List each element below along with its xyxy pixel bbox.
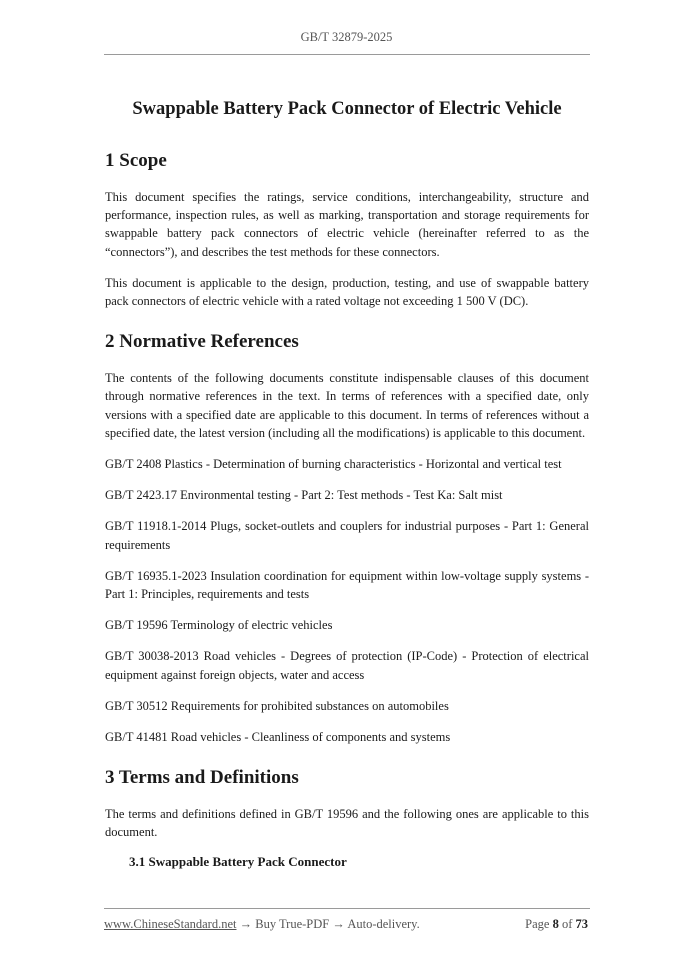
page-number: 8 xyxy=(552,917,559,931)
standard-code: GB/T 32879-2025 xyxy=(300,30,393,44)
section-heading-scope: 1 Scope xyxy=(105,150,167,171)
scope-paragraph: This document is applicable to the design, production, testing, and use of swappable battery pack connectors of electric vehicle with a rated voltage not exceeding 1 500 V (DC). xyxy=(105,275,589,309)
section-heading-normative-references: 2 Normative References xyxy=(105,331,299,353)
document-body xyxy=(105,96,589,872)
page-footer xyxy=(104,917,588,932)
document-title: Swappable Battery Pack Connector of Electric Vehicle xyxy=(132,99,562,119)
buy-true-pdf-text: Buy True-PDF xyxy=(255,917,330,931)
footer-promo xyxy=(104,917,420,932)
page-indicator xyxy=(525,917,588,932)
auto-delivery-text: Auto-delivery. xyxy=(347,917,420,931)
reference-item: GB/T 16935.1-2023 Insulation coordination for equipment within low-voltage supply systems - Part 1: Principles, requirements and tests xyxy=(105,568,589,602)
scope-paragraph: This document specifies the ratings, service conditions, interchangeability, structure and performance, inspection rules, as well as marking, transportation and storage requirements for swappable battery pack connectors of electric vehicle (hereinafter referred to as the “connectors”), and describes the test methods for these connectors. xyxy=(105,190,589,259)
reference-item: GB/T 2408 Plastics - Determination of burning characteristics - Horizontal and vertical test xyxy=(105,457,562,472)
total-pages: 73 xyxy=(575,917,588,931)
reference-item: GB/T 41481 Road vehicles - Cleanliness of components and systems xyxy=(105,730,451,745)
page-word: Page xyxy=(525,917,550,931)
reference-item: GB/T 2423.17 Environmental testing - Part 2: Test methods - Test Ka: Salt mist xyxy=(105,488,503,503)
reference-item: GB/T 11918.1-2014 Plugs, socket-outlets and couplers for industrial purposes - Part 1: General requirements xyxy=(105,519,589,552)
page-header xyxy=(0,30,693,45)
arrow-right-icon: → xyxy=(332,917,345,931)
of-word: of xyxy=(561,917,573,931)
subsection-heading-swappable-battery-pack-connector: 3.1 Swappable Battery Pack Connector xyxy=(129,853,347,869)
arrow-right-icon: → xyxy=(239,917,253,931)
reference-item: GB/T 30512 Requirements for prohibited substances on automobiles xyxy=(105,698,449,713)
terms-intro-paragraph: The terms and definitions defined in GB/T 19596 and the following ones are applicable to this document. xyxy=(105,807,589,840)
header-divider xyxy=(104,54,590,55)
footer-divider xyxy=(104,908,590,909)
section-heading-terms-and-definitions: 3 Terms and Definitions xyxy=(105,767,299,789)
references-intro-paragraph: The contents of the following documents constitute indispensable clauses of this document through normative references in the text. In terms of references with a specified date, only versions with a specified date are applicable to this document. In terms of references without a specified date, the latest version (including all the modifications) is applicable to this document. xyxy=(105,371,589,440)
reference-item: GB/T 19596 Terminology of electric vehicles xyxy=(105,618,333,633)
reference-item: GB/T 30038-2013 Road vehicles - Degrees of protection (IP-Code) - Protection of electrical equipment against foreign objects, water and access xyxy=(105,649,589,682)
site-link[interactable]: www.ChineseStandard.net xyxy=(104,917,237,931)
